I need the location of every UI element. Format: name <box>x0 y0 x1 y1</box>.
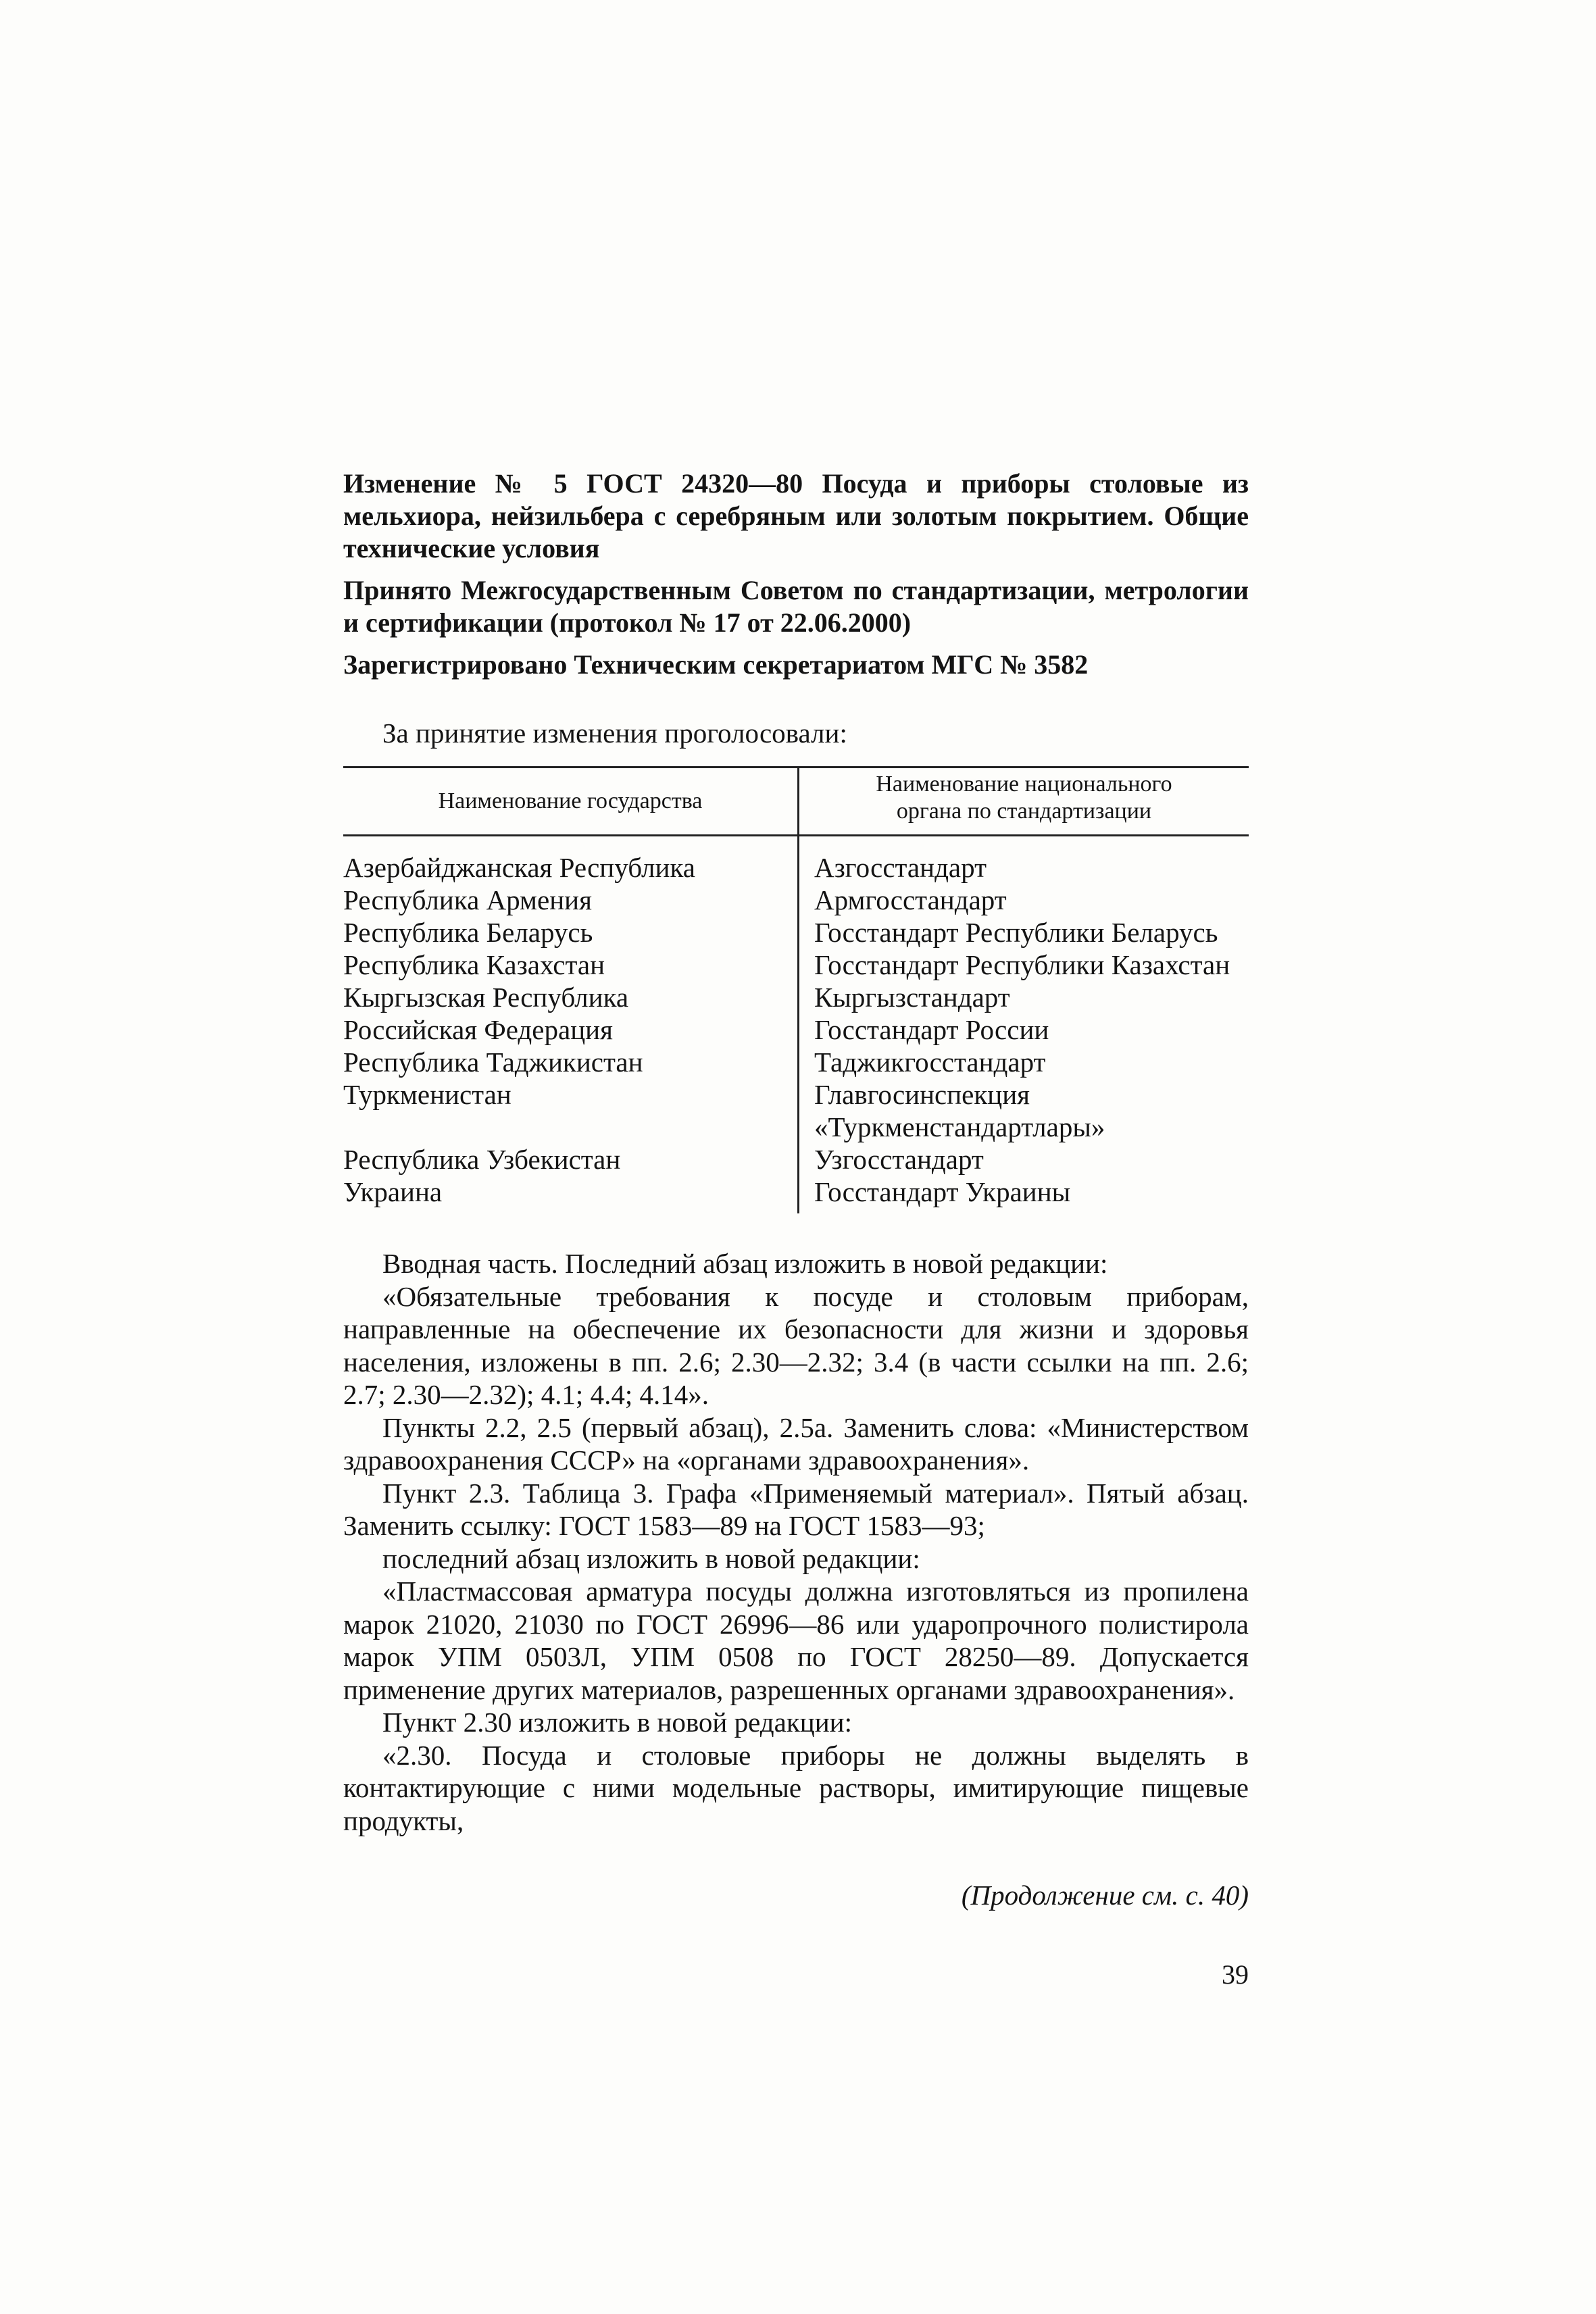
state-column <box>343 836 797 1213</box>
state-cell: Украина <box>343 1176 443 1207</box>
page-number: 39 <box>1222 1959 1249 1990</box>
body-cell: Таджикгосстандарт <box>814 1047 1046 1078</box>
paragraph: Пункты 2.2, 2.5 (первый абзац), 2.5а. Заменить слова: «Министерством здравоохранения СССР» на «органами здравоохранения». <box>343 1411 1249 1476</box>
body-cell: Узгосстандарт <box>814 1144 984 1175</box>
table-header <box>343 768 1249 836</box>
table-body <box>343 836 1249 1213</box>
body-column <box>797 836 1249 1213</box>
state-cell: Республика Казахстан <box>343 949 605 980</box>
state-cell: Азербайджанская Республика <box>343 852 695 883</box>
state-cell: Республика Таджикистан <box>343 1047 643 1078</box>
body-cell: Госстандарт Украины <box>814 1176 1071 1207</box>
body-cell: Госстандарт России <box>814 1014 1049 1045</box>
continuation-note: (Продолжение см. с. 40) <box>961 1880 1249 1911</box>
paragraph: «2.30. Посуда и столовые приборы не должны выделять в контактирующие с ними модельные растворы, имитирующие пищевые продукты, <box>343 1739 1249 1836</box>
paragraph: «Пластмассовая арматура посуды должна изготовляться из пропилена марок 21020, 21030 по ГОСТ 26996—86 или ударопрочного полистирола марок УПМ 0503Л, УПМ 0508 по ГОСТ 28250—89. Допускается применение других материалов, разрешенных органами здравоохранения». <box>343 1576 1249 1705</box>
body-cell: Кыргызстандарт <box>814 982 1010 1013</box>
state-cell: Туркменистан <box>343 1079 512 1110</box>
state-cell: Республика Узбекистан <box>343 1144 621 1175</box>
col-body-header: Наименование национального органа по стандартизации <box>797 768 1249 834</box>
voting-table <box>343 766 1249 1213</box>
col-state-header: Наименование государства <box>438 788 703 813</box>
adopted-by: Принято Межгосударственным Советом по стандартизации, метрологии и сертификации (протокол № 17 от 22.06.2000) <box>343 575 1249 638</box>
amendment-title: Изменение № 5 ГОСТ 24320—80 Посуда и приборы столовые из мельхиора, нейзильбера с серебряным или золотым покрытием. Общие технические условия <box>343 468 1249 563</box>
amendment-text <box>343 1247 1249 1837</box>
document-page <box>343 468 1249 1991</box>
body-cell: Госстандарт Республики Беларусь <box>814 917 1218 948</box>
state-cell: Кыргызская Республика <box>343 982 629 1013</box>
paragraph: Пункт 2.30 изложить в новой редакции: <box>382 1707 852 1738</box>
paragraph: Вводная часть. Последний абзац изложить в новой редакции: <box>382 1248 1108 1279</box>
registration-note: Зарегистрировано Техническим секретариатом МГС № 3582 <box>343 649 1089 680</box>
paragraph: Пункт 2.3. Таблица 3. Графа «Применяемый материал». Пятый абзац. Заменить ссылку: ГОСТ 1583—89 на ГОСТ 1583—93; <box>343 1477 1249 1541</box>
state-cell: Российская Федерация <box>343 1014 613 1045</box>
body-cell: Армгосстандарт <box>814 884 1007 915</box>
body-cell: Азгосстандарт <box>814 852 987 883</box>
body-cell: Госстандарт Республики Казахстан <box>814 949 1230 980</box>
state-cell: Республика Беларусь <box>343 917 593 948</box>
paragraph: последний абзац изложить в новой редакции: <box>382 1542 920 1574</box>
state-cell: Республика Армения <box>343 884 592 915</box>
vote-intro: За принятие изменения проголосовали: <box>382 718 847 749</box>
body-cell: Главгосинспекция «Туркменстандартлары» <box>814 1079 1105 1142</box>
paragraph: «Обязательные требования к посуде и столовым приборам, направленные на обеспечение их безопасности для жизни и здоровья населения, изложены в пп. 2.6; 2.30—2.32; 3.4 (в части ссылки на пп. 2.6; 2.7; 2.30—2.32); 4.1; 4.4; 4.14». <box>343 1280 1249 1410</box>
